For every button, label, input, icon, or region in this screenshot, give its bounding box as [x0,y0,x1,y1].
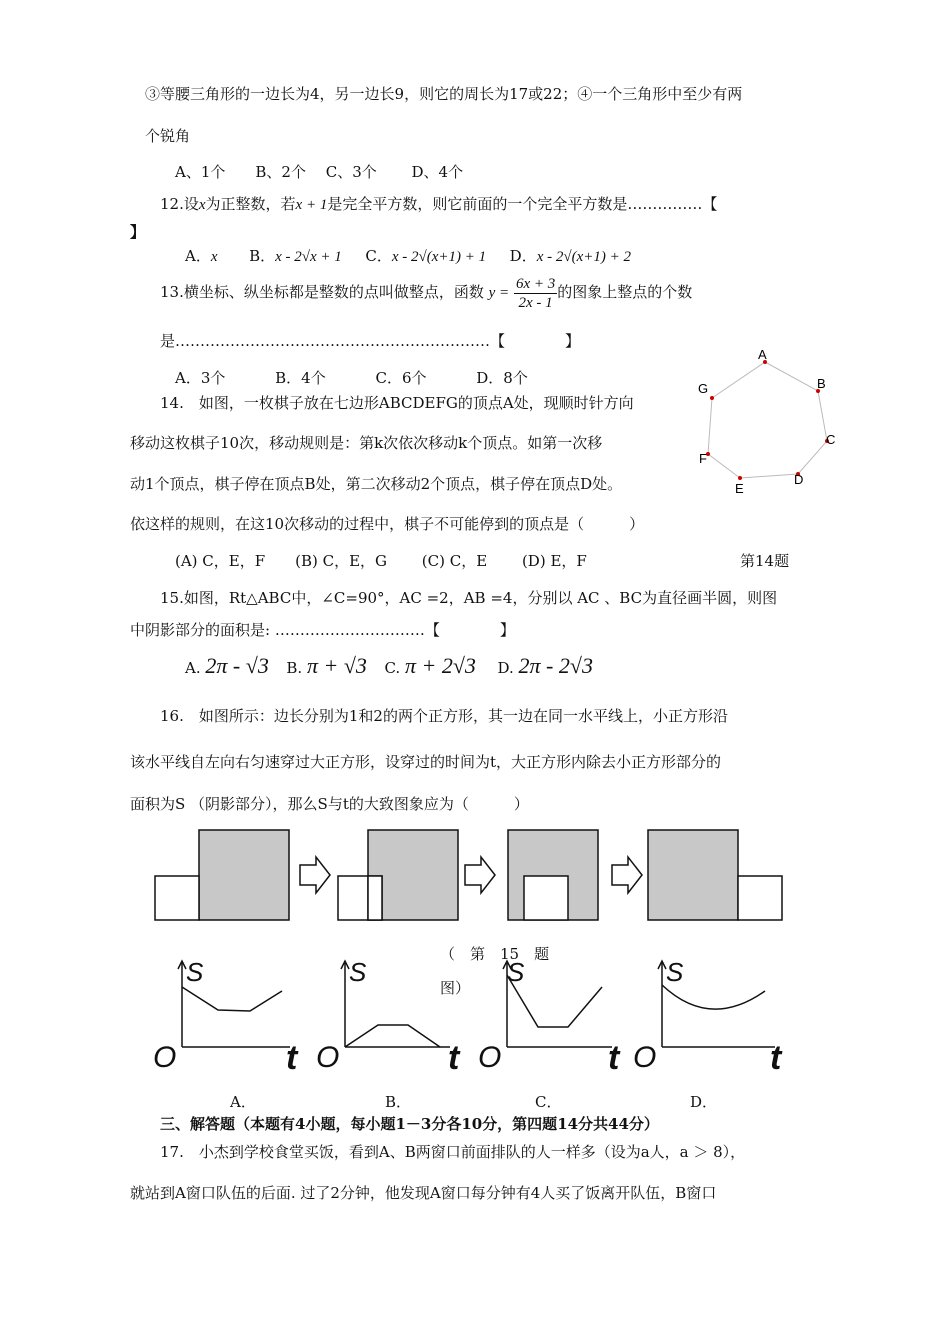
vertex-label-d: D [794,472,804,487]
q15-line1: 15.如图，Rt△ABC中，∠C=90°，AC =2，AB =4，分别以 AC 、BC为直径画半圆，则图 [160,589,778,607]
q15-opt-a: 2π - √3 [205,653,269,678]
graph-c-s-label: S [507,957,525,987]
q13-prefix: 13.横坐标、纵坐标都是整数的点叫做整点，函数 [160,283,484,301]
graph-b-label: B． [385,1093,412,1111]
q13-line2: 是………………………………………………………【 】 [160,332,581,350]
q16-line2: 该水平线自左向右匀速穿过大正方形，设穿过的时间为t，大正方形内除去小正方形部分的 [130,753,722,771]
vertex-label-b: B [817,376,826,391]
q17-line1: 17. 小杰到学校食堂买饭，看到A、B两窗口前面排队的人一样多（设为a人，a ＞ 8）， [160,1143,746,1161]
fig-caption-2: 图） [440,979,471,997]
graph-d-s-label: S [666,957,684,987]
vertex-label-a: A [758,347,767,362]
graph-d-label: D． [690,1093,718,1111]
q14-fig-label: 第14题 [740,552,790,570]
q12-mid2: 是完全平方数，则它前面的一个完全平方数是……………【 [327,195,718,213]
q14-line1: 14. 如图，一枚棋子放在七边形ABCDEFG的顶点A处，现顺时针方向 [160,394,634,412]
section3-title: 三、解答题（本题有4小题，每小题1－3分各10分，第四题14分共44分） [160,1115,659,1133]
q12-opt-d: x - 2√(x+1) + 2 [536,249,631,265]
vertex-label-e: E [735,481,744,496]
q12-var-x: x [198,197,206,213]
graph-b-t-label: t [448,1039,460,1075]
q15-opt-c-label: C. [384,659,401,677]
graph-d-t-label: t [770,1039,782,1075]
vertex-label-f: F [699,451,707,466]
q12-opt-c: x - 2√(x+1) + 1 [391,249,487,265]
graph-b-origin: O [316,1041,340,1074]
small-square-4 [738,876,782,920]
q17-line2: 就站到A窗口队伍的后面. 过了2分钟，他发现A窗口每分钟有4人买了饭离开队伍，B窗口 [130,1184,717,1202]
q15-options [185,650,593,684]
q13-denominator: 2x - 1 [518,294,553,311]
q12-options [185,246,631,267]
fig-caption-1: （ 第 15 题 [440,945,550,963]
vertex-dot-g [710,396,714,400]
q11-line1: ③等腰三角形的一边长为4，另一边长9，则它的周长为17或22；④一个三角形中至少有两 [145,85,743,103]
graph-c-t-label: t [608,1039,620,1075]
q11-options: A、1个 B、2个 C、3个 D、4个 [175,163,464,181]
q12-stem [160,194,717,215]
big-square-1 [199,830,289,920]
vertex-dot-e [738,476,742,480]
q15-line2: 中阴影部分的面积是: …………………………【 】 [130,621,515,639]
q12-opt-a: x [210,249,218,265]
heptagon-outline [708,362,827,478]
graph-c-label: C． [535,1093,562,1111]
q14-line3: 动1个顶点，棋子停在顶点B处，第二次移动2个顶点，棋子停在顶点D处。 [130,475,623,493]
graph-a-t-label: t [286,1039,298,1075]
q12-mid1: 为正整数，若 [205,195,296,213]
small-square-3 [524,876,568,920]
graph-b-curve [345,1025,440,1047]
q13-y-eq: y = [488,285,510,301]
heptagon-figure [690,340,840,500]
heptagon-vertex-dots [706,360,829,480]
q14-line2: 移动这枚棋子10次，移动规则是：第k次依次移动k个顶点。如第一次移 [130,434,603,452]
arrow-right-icon [465,857,495,893]
graph-b-s-label: S [349,957,367,987]
q12-opt-a-label: A． [185,247,211,265]
q12-prefix: 12.设 [160,195,199,213]
q13-suffix: 的图象上整点的个数 [557,283,693,301]
q15-opt-a-label: A. [185,659,201,677]
q16-line1: 16. 如图所示：边长分别为1和2的两个正方形，其一边在同一水平线上，小正方形沿 [160,707,728,725]
q12-bracket-close: 】 [130,223,146,241]
q15-opt-b: π + √3 [306,653,367,678]
big-square-4 [648,830,738,920]
small-square-1 [155,876,199,920]
graph-a-label: A． [230,1093,256,1111]
q12-opt-d-label: D． [509,247,537,265]
graph-d-origin: O [633,1041,657,1074]
graph-a-origin: O [153,1041,177,1074]
q15-opt-b-label: B. [286,659,303,677]
graph-d-curve [662,985,765,1009]
q13-numerator: 6x + 3 [515,275,556,292]
q15-opt-d-label: D. [497,659,514,677]
q16-line3: 面积为S （阴影部分），那么S与t的大致图象应为（ ） [130,795,529,813]
q15-opt-d: 2π - 2√3 [518,653,593,678]
q14-line4: 依这样的规则，在这10次移动的过程中，棋子不可能停到的顶点是（ ） [130,515,645,533]
q12-opt-b-label: B． [249,247,276,265]
vertex-label-g: G [698,381,709,396]
q12-opt-b: x - 2√x + 1 [275,249,342,265]
overlap-region-2 [368,876,382,920]
squares-sequence-figure [150,825,790,925]
q14-options: (A) C，E，F (B) C，E，G (C) C，E (D) E，F [175,552,587,570]
q12-expr: x + 1 [295,197,328,213]
q13-fraction [514,275,557,312]
graph-a-curve [182,987,282,1011]
q13-options: A．3个 B．4个 C．6个 D．8个 [175,369,528,387]
s-t-graphs-figure [150,955,800,1075]
arrow-right-icon [300,857,330,893]
q15-opt-c: π + 2√3 [404,653,476,678]
graph-a-s-label: S [186,957,204,987]
q13-stem [160,272,692,313]
graph-c-origin: O [478,1041,502,1074]
q11-line2: 个锐角 [145,127,191,145]
q12-opt-c-label: C． [365,247,392,265]
vertex-label-c: C [826,432,836,447]
arrow-right-icon [612,857,642,893]
